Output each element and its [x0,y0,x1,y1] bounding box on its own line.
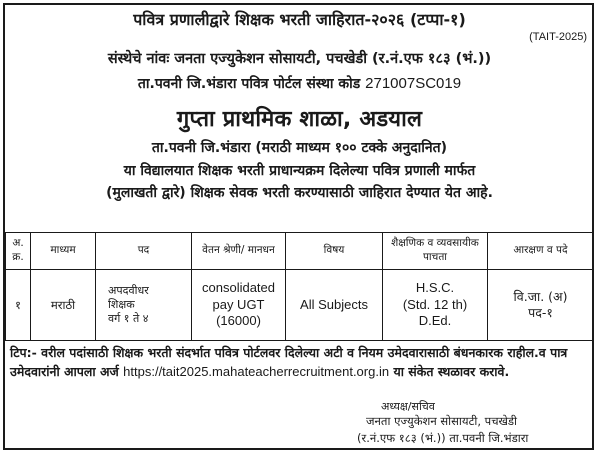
header-pay-scale: वेतन श्रेणी/ मानधन [192,233,286,270]
post-line: अपदवीधर [108,283,149,297]
qualification-line: D.Ed. [418,313,452,329]
intro-line-1: या विद्यालयात शिक्षक भरती प्राधान्यक्रम दिलेल्या पवित्र प्रणाली मार्फत [123,163,476,179]
qualification-line: H.S.C. [415,279,455,295]
post-line: वर्ग १ ते ४ [108,312,149,326]
portal-code: 271007SC019 [365,75,462,92]
header-medium: माध्यम [31,233,96,270]
note-text-end: या संकेत स्थळावर करावे. [393,364,510,379]
post-line: शिक्षक [108,297,135,311]
table-header-row [6,233,594,270]
cell-qualification [383,270,488,341]
cell-reservation [488,270,594,341]
reservation-line: वि.जा. (अ) [513,288,568,304]
school-medium-line: ता.पवनी जि.भंडारा (मराठी माध्यम १०० टक्के अनुदानित) [151,140,448,156]
header-qualification: शैक्षणिक व व्यवसायीक पाचता [383,233,488,270]
cell-post [96,270,192,341]
table-row [6,270,594,341]
cell-pay-scale [192,270,286,341]
cell-subject: All Subjects [286,270,383,341]
pay-line: consolidated [202,279,275,295]
qualification-line: (Std. 12 th) [402,296,468,312]
header-post: पद [96,233,192,270]
header-serial: अ. क्र. [6,233,31,270]
school-name: गुप्ता प्राथमिक शाळा, अडयाल [176,107,423,132]
advertisement-border [3,3,594,450]
intro-line-2: (मुलाखती द्वारे) शिक्षक सेवक भरती करण्यासाठी जाहिरात देण्यात येत आहे. [106,185,493,201]
tait-code: (TAIT-2025) [529,31,587,43]
cell-serial: १ [6,270,31,341]
signatory-registration: (र.नं.एफ १८३ (भं.)) ता.पवनी जि.भंडारा [357,431,529,445]
location-line [0,74,599,93]
signatory-title: अध्यक्ष/सचिव [381,400,435,413]
header-reservation: आरक्षण व पदे [488,233,594,270]
application-url-link[interactable]: https://tait2025.mahateacherrecruitment.org.in [123,364,390,379]
note-paragraph [10,343,590,381]
vacancy-table [5,232,594,341]
pay-line: pay UGT [212,296,265,312]
advertisement-title: पवित्र प्रणालीद्वारे शिक्षक भरती जाहिरात-२०२६ (टप्पा-१) [133,10,466,29]
header-subject: विषय [286,233,383,270]
organization-name: संस्थेचे नांवः जनता एज्युकेशन सोसायटी, पचखेडी (र.नं.एफ १८३ (भं.)) [107,51,492,67]
note-text: टिप:- वरील पदांसाठी शिक्षक भरती संदर्भात पवित्र पोर्टलवर दिलेल्या अटी व नियम उमेदवारासाठी बंधनकारक राहील.व पात्र उमेदवारांनी आपला अर्ज [10,345,568,379]
cell-medium: मराठी [31,270,96,341]
signatory-organization: जनता एज्युकेशन सोसायटी, पचखेडी [366,414,518,428]
reservation-line: पद-१ [528,305,553,320]
location-text: ता.पवनी जि.भंडारा पवित्र पोर्टल संस्था कोड [137,76,361,92]
pay-line: (16000) [216,313,261,329]
